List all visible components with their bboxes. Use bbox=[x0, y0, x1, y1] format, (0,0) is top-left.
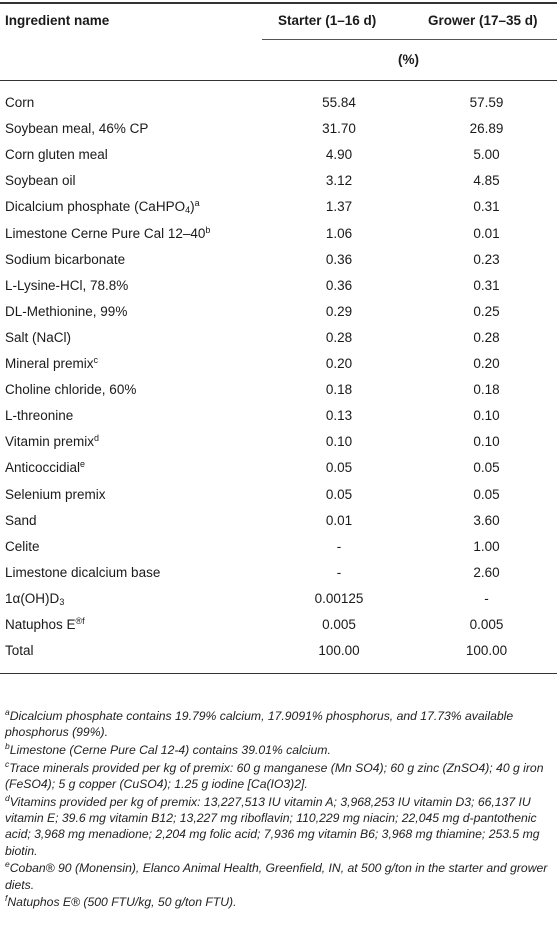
ingredient-name: Soybean meal, 46% CP bbox=[5, 121, 149, 137]
footnote-text: Dicalcium phosphate contains 19.79% calcium, 17.9091% phosphorus, and 17.73% available phosphorus (99%). bbox=[5, 709, 514, 740]
ingredient-name: Limestone Cerne Pure Cal 12–40$^b$ bbox=[5, 224, 211, 241]
starter-value: 0.28 bbox=[325, 329, 353, 345]
subscript: 3 bbox=[59, 596, 65, 607]
table-row bbox=[0, 643, 557, 669]
footnotes bbox=[5, 708, 553, 912]
starter-value: 3.12 bbox=[325, 173, 353, 189]
grower-value: 0.05 bbox=[473, 486, 500, 502]
grower-value: 5.00 bbox=[473, 147, 500, 163]
header-starter: Starter (1–16 d) bbox=[278, 13, 377, 28]
grower-value: 26.89 bbox=[469, 121, 504, 137]
ingredient-name: Corn bbox=[5, 95, 35, 110]
starter-value: - bbox=[336, 538, 342, 554]
ingredient-name: Celite bbox=[5, 538, 40, 554]
table-row bbox=[0, 278, 557, 304]
ingredient-name: Sodium bicarbonate bbox=[5, 251, 126, 267]
footnote-mark: a bbox=[5, 707, 10, 717]
ingredient-name: Mineral premix$^c$ bbox=[5, 355, 99, 371]
table-row bbox=[0, 434, 557, 460]
starter-value: 0.05 bbox=[325, 486, 353, 502]
ingredient-name: Natuphos $E^{®f}$ bbox=[5, 616, 85, 632]
grower-value: 0.28 bbox=[473, 329, 500, 345]
table-row bbox=[0, 199, 557, 225]
starter-value: 31.70 bbox=[322, 121, 356, 137]
ingredient-name: Corn gluten meal bbox=[5, 147, 108, 163]
starter-value: 0.05 bbox=[325, 460, 353, 476]
table-row bbox=[0, 565, 557, 591]
starter-value: - bbox=[336, 564, 342, 580]
footnote-mark: f bbox=[5, 893, 8, 904]
grower-value: 0.18 bbox=[473, 382, 500, 398]
table-row bbox=[0, 226, 557, 252]
footnote-c bbox=[5, 760, 553, 793]
footnote-mark: d bbox=[5, 792, 10, 803]
grower-value: 0.20 bbox=[473, 356, 500, 371]
footnote-mark: e bbox=[5, 859, 10, 870]
starter-value: 0.13 bbox=[325, 408, 353, 424]
ingredient-name: Limestone dicalcium base bbox=[5, 564, 161, 580]
grower-value: 3.60 bbox=[473, 512, 500, 528]
footnote-f bbox=[5, 894, 553, 910]
grower-value: 0.31 bbox=[473, 277, 500, 293]
starter-value: 0.00125 bbox=[314, 590, 364, 606]
starter-value: 0.20 bbox=[325, 356, 353, 371]
ingredient-name: Total bbox=[5, 643, 34, 659]
table-row bbox=[0, 95, 557, 121]
footnote-marker: d bbox=[94, 433, 100, 444]
ingredient-name: Salt (NaCl) bbox=[5, 329, 72, 345]
table-row bbox=[0, 304, 557, 330]
table-row bbox=[0, 617, 557, 643]
grower-value: 1.00 bbox=[473, 538, 500, 554]
grower-value: 0.05 bbox=[473, 460, 500, 476]
table-row bbox=[0, 147, 557, 173]
starter-value: 1.37 bbox=[325, 199, 353, 215]
subscript: 4 bbox=[185, 205, 191, 216]
starter-value: 0.10 bbox=[325, 434, 353, 450]
footnote-marker: e bbox=[80, 459, 86, 470]
ingredient-name: Sand bbox=[5, 512, 37, 528]
ingredient-name: Choline chloride, 60% bbox=[5, 382, 137, 398]
ingredient-name: Soybean oil bbox=[5, 173, 76, 189]
starter-value: 55.84 bbox=[322, 95, 356, 110]
grower-value: 0.25 bbox=[473, 303, 500, 319]
header-unit: (%) bbox=[398, 52, 419, 67]
ingredient-name: Selenium premix bbox=[5, 486, 106, 502]
footnote-marker: ®f bbox=[75, 616, 85, 626]
starter-value: 0.18 bbox=[325, 382, 353, 398]
ingredient-name: L-threonine bbox=[5, 408, 74, 424]
table-bottom-rule bbox=[0, 673, 557, 674]
table-row bbox=[0, 408, 557, 434]
footnote-text: Natuphos E® (500 FTU/kg, 50 g/ton FTU). bbox=[7, 895, 237, 910]
table-row bbox=[0, 356, 557, 382]
grower-value: 0.31 bbox=[473, 199, 500, 215]
grower-value: 2.60 bbox=[473, 564, 500, 580]
grower-value: 4.85 bbox=[473, 173, 500, 189]
ingredient-name: DL-Methionine, 99% bbox=[5, 303, 128, 319]
grower-value: - bbox=[484, 590, 489, 606]
table-row bbox=[0, 513, 557, 539]
starter-value: 1.06 bbox=[325, 225, 353, 241]
header-ingredient: Ingredient name bbox=[5, 13, 110, 28]
footnote-b bbox=[5, 742, 553, 758]
starter-value: 0.01 bbox=[325, 512, 353, 528]
grower-value: 0.01 bbox=[473, 225, 500, 241]
footnote-marker: b bbox=[205, 224, 211, 235]
ingredient-name: Dicalcium phosphate (CaHPO$_4$)$^a$ bbox=[5, 198, 200, 216]
starter-value: 0.29 bbox=[325, 303, 353, 319]
footnote-marker: a bbox=[194, 198, 200, 209]
grower-value: 0.005 bbox=[469, 617, 504, 632]
starter-value: 0.36 bbox=[325, 277, 353, 293]
table-row bbox=[0, 591, 557, 617]
ingredient-name: Anticoccidial$^e$ bbox=[5, 459, 86, 476]
footnote-d bbox=[5, 794, 553, 860]
footnote-mark: c bbox=[5, 758, 10, 769]
starter-value: 4.90 bbox=[325, 147, 353, 163]
table-row bbox=[0, 539, 557, 565]
starter-value: 0.005 bbox=[322, 617, 356, 632]
footnote-mark: b bbox=[5, 741, 10, 751]
header-grower: Grower (17–35 d) bbox=[428, 13, 538, 28]
ingredient-name: L-Lysine-HCl, 78.8% bbox=[5, 277, 129, 293]
grower-value: 100.00 bbox=[465, 643, 508, 659]
table-row bbox=[0, 173, 557, 199]
footnote-marker: c bbox=[93, 355, 99, 365]
footnote-e bbox=[5, 860, 553, 893]
table-row bbox=[0, 487, 557, 513]
table-row bbox=[0, 252, 557, 278]
starter-value: 100.00 bbox=[318, 643, 360, 659]
header-sub-rule bbox=[262, 39, 557, 40]
footnote-text: Coban® 90 (Monensin), Elanco Animal Health, Greenfield, IN, at 500 g/ton in the starter and grower diets. bbox=[5, 861, 548, 892]
footnote-a bbox=[5, 708, 553, 741]
table-row bbox=[0, 382, 557, 408]
table-row bbox=[0, 330, 557, 356]
ingredient-name: $1\alpha(OH)D_3$ bbox=[5, 590, 65, 607]
footnote-text: Trace minerals provided per kg of premix: 60 g manganese (Mn SO4); 60 g zinc (ZnSO4); 40 g iron (FeSO4); 5 g copper (CuSO4); 1.25 g iodine [Ca(IO3)2]. bbox=[5, 760, 544, 791]
grower-value: 57.59 bbox=[469, 95, 504, 110]
starter-value: 0.36 bbox=[325, 251, 353, 267]
grower-value: 0.10 bbox=[473, 408, 500, 424]
table-row bbox=[0, 460, 557, 486]
grower-value: 0.23 bbox=[473, 251, 500, 267]
footnote-text: Vitamins provided per kg of premix: 13,227,513 IU vitamin A; 3,968,253 IU vitamin D3; 66,137 IU vitamin E; 39.6 mg vitamin B12; 13,227 mg riboflavin; 110,229 mg niacin; 22,045 mg d-pantothenic acid; 3,968 mg menadione; 2,204 mg folic acid; 7,936 mg vitamin B6; 3,968 mg thiamine; 253.5 mg biotin. bbox=[5, 794, 540, 858]
table-top-rule bbox=[0, 2, 557, 4]
table-row bbox=[0, 121, 557, 147]
footnote-text: Limestone (Cerne Pure Cal 12-4) contains 39.01% calcium. bbox=[9, 743, 331, 757]
grower-value: 0.10 bbox=[473, 434, 500, 450]
header-bottom-rule bbox=[0, 80, 557, 81]
ingredient-name: Vitamin premix$^d$ bbox=[5, 433, 100, 450]
